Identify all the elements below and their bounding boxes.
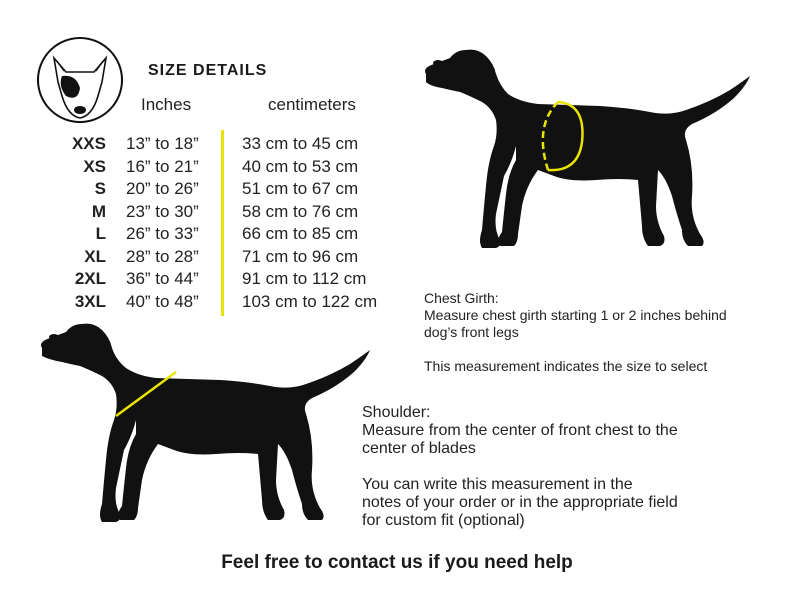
shoulder-note1: You can write this measurement in the: [362, 476, 633, 493]
chest-girth-line2: dog’s front legs: [424, 324, 519, 340]
inches-range: 28” to 28”: [126, 246, 199, 266]
size-label: XS: [83, 156, 106, 176]
chest-girth-note: This measurement indicates the size to select: [424, 358, 708, 374]
cm-range: 58 cm to 76 cm: [242, 201, 359, 221]
dog-shoulder-illustration: [36, 318, 372, 536]
inches-range: 36” to 44”: [126, 269, 199, 288]
bull-terrier-logo-icon: [36, 36, 124, 124]
inches-range: 26” to 33”: [126, 224, 199, 243]
shoulder-line2: center of blades: [362, 440, 476, 457]
shoulder-note2: notes of your order or in the appropriate field: [362, 494, 678, 511]
size-label: S: [94, 179, 106, 198]
cm-range: 91 cm to 112 cm: [242, 269, 367, 288]
shoulder-note3: for custom fit (optional): [362, 512, 525, 529]
inches-range: 40” to 48”: [126, 291, 199, 311]
size-label: XXS: [71, 134, 106, 153]
inches-range: 16” to 21”: [126, 156, 199, 176]
size-label: 2XL: [74, 269, 106, 288]
shoulder-line1: Measure from the center of front chest to the: [362, 422, 678, 439]
dog-silhouette: [425, 50, 750, 248]
size-label: M: [91, 201, 106, 221]
cm-range: 66 cm to 85 cm: [242, 224, 359, 243]
chest-girth-instructions: [424, 290, 727, 375]
size-label: 3XL: [74, 291, 106, 311]
size-label: L: [95, 224, 106, 243]
contact-footer: Feel free to contact us if you need help: [221, 552, 573, 573]
cm-range: 33 cm to 45 cm: [242, 134, 359, 153]
cm-range: 71 cm to 96 cm: [242, 246, 359, 266]
inches-range: 23” to 30”: [126, 201, 199, 221]
chest-girth-line1: Measure chest girth starting 1 or 2 inches behind: [424, 307, 727, 323]
inches-column-header: Inches: [141, 95, 192, 114]
inches-range: 20” to 26”: [126, 179, 199, 198]
centimeters-column-header: centimeters: [268, 95, 356, 114]
inches-range: 13” to 18”: [126, 134, 199, 153]
cm-range: 103 cm to 122 cm: [242, 291, 378, 311]
page-title: SIZE DETAILS: [148, 62, 268, 79]
chest-girth-heading: Chest Girth:: [424, 290, 499, 306]
cm-range: 51 cm to 67 cm: [242, 179, 359, 198]
shoulder-heading: Shoulder:: [362, 404, 431, 421]
dog-silhouette: [41, 324, 370, 522]
shoulder-instructions: [362, 404, 678, 530]
size-label: XL: [84, 246, 106, 266]
cm-range: 40 cm to 53 cm: [242, 156, 359, 176]
table-divider: [221, 130, 224, 316]
dog-chest-girth-illustration: [420, 46, 752, 260]
